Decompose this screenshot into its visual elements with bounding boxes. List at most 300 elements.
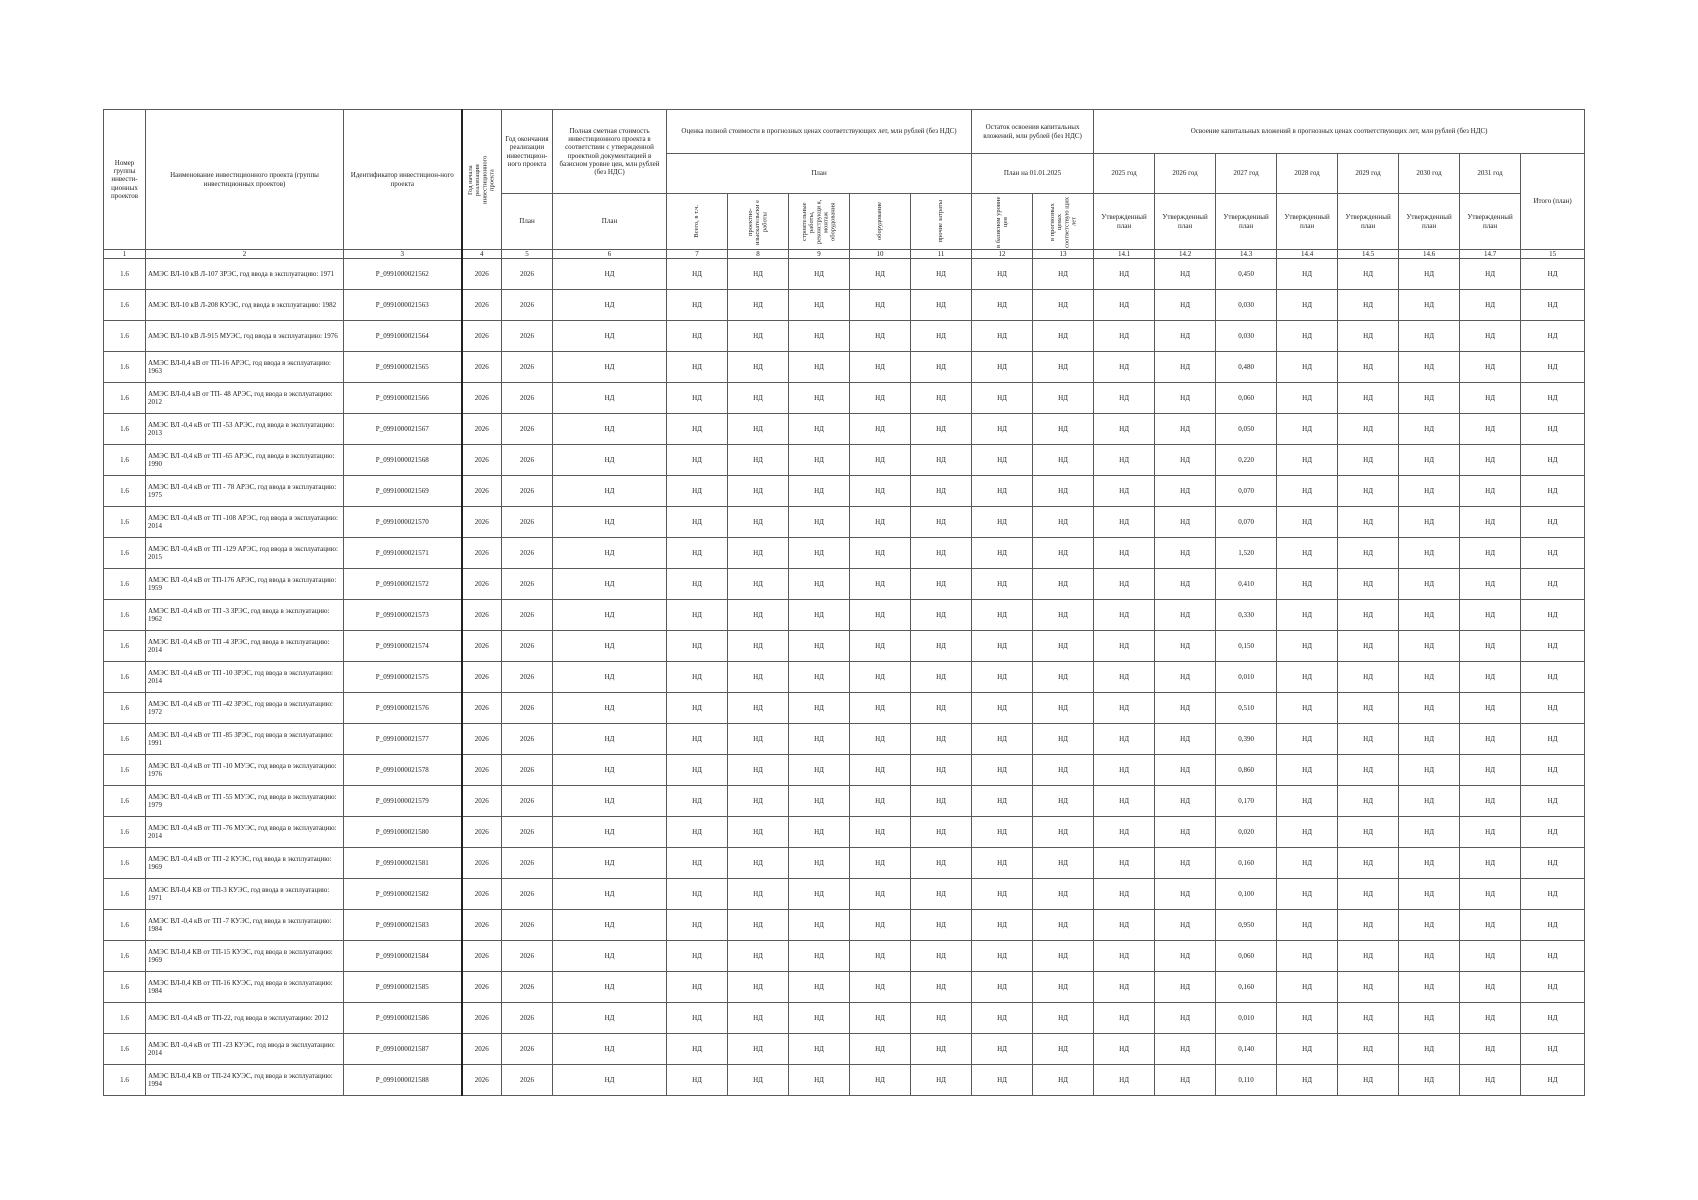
value-cell: НД	[972, 910, 1033, 941]
value-cell: НД	[789, 755, 850, 786]
value-cell: НД	[789, 910, 850, 941]
value-cell: НД	[850, 1034, 911, 1065]
value-cell: НД	[850, 848, 911, 879]
project-id-cell: P_0991000021579	[344, 786, 462, 817]
value-cell: НД	[1033, 538, 1094, 569]
end-year-cell: 2026	[502, 507, 553, 538]
value-cell: НД	[1094, 817, 1155, 848]
header-year-2027: 2027 год	[1216, 154, 1277, 194]
value-cell: НД	[789, 352, 850, 383]
start-year-cell: 2026	[462, 1003, 502, 1034]
project-id-cell: P_0991000021576	[344, 693, 462, 724]
year-2025-cell: НД	[1155, 972, 1216, 1003]
year-2026-cell: 0,110	[1216, 1065, 1277, 1096]
start-year-cell: 2026	[462, 755, 502, 786]
year-cell: НД	[1277, 631, 1338, 662]
value-cell: НД	[972, 1003, 1033, 1034]
value-cell: НД	[1033, 848, 1094, 879]
value-cell: НД	[911, 662, 972, 693]
end-year-cell: 2026	[502, 848, 553, 879]
year-cell: НД	[1399, 879, 1460, 910]
value-cell: НД	[1033, 445, 1094, 476]
value-cell: НД	[911, 445, 972, 476]
group-cell: 1.6	[104, 476, 146, 507]
value-cell: НД	[553, 600, 667, 631]
value-cell: НД	[667, 755, 728, 786]
value-cell: НД	[789, 569, 850, 600]
value-cell: НД	[972, 972, 1033, 1003]
start-year-cell: 2026	[462, 693, 502, 724]
year-cell: НД	[1460, 879, 1521, 910]
value-cell: НД	[667, 445, 728, 476]
value-cell: НД	[553, 1003, 667, 1034]
project-id-cell: P_0991000021587	[344, 1034, 462, 1065]
header-construction-works: строительные работы, реконструкци я, монтаж оборудования	[789, 194, 850, 250]
value-cell: НД	[553, 786, 667, 817]
year-cell: НД	[1338, 848, 1399, 879]
project-id-cell: P_0991000021578	[344, 755, 462, 786]
project-name-cell: АМЭС ВЛ -0,4 кВ от ТП-176 АРЭС, год ввода в эксплуатацию: 1959	[146, 569, 344, 600]
project-name-cell: АМЭС ВЛ -0,4 кВ от ТП -10 МУЭС, год ввода в эксплуатацию: 1976	[146, 755, 344, 786]
column-number: 14.2	[1155, 250, 1216, 259]
value-cell: НД	[850, 631, 911, 662]
year-cell: НД	[1277, 817, 1338, 848]
year-2026-cell: 0,950	[1216, 910, 1277, 941]
year-2025-cell: НД	[1155, 321, 1216, 352]
year-cell: НД	[1277, 507, 1338, 538]
year-cell: НД	[1338, 476, 1399, 507]
value-cell: НД	[667, 879, 728, 910]
column-number: 15	[1521, 250, 1585, 259]
column-number: 6	[553, 250, 667, 259]
start-year-cell: 2026	[462, 476, 502, 507]
year-cell: НД	[1460, 352, 1521, 383]
year-2025-cell: НД	[1155, 445, 1216, 476]
column-number: 1	[104, 250, 146, 259]
value-cell: НД	[1033, 662, 1094, 693]
year-cell: НД	[1460, 817, 1521, 848]
project-name-cell: АМЭС ВЛ -0,4 кВ от ТП -10 ЗРЭС, год ввода в эксплуатацию: 2014	[146, 662, 344, 693]
value-cell: НД	[972, 538, 1033, 569]
year-cell: НД	[1399, 693, 1460, 724]
year-cell: НД	[1277, 1003, 1338, 1034]
header-year-2029: 2029 год	[1338, 154, 1399, 194]
year-cell: НД	[1399, 1034, 1460, 1065]
value-cell: НД	[1094, 507, 1155, 538]
end-year-cell: 2026	[502, 631, 553, 662]
value-cell: НД	[1094, 1003, 1155, 1034]
table-row	[104, 724, 1585, 755]
group-cell: 1.6	[104, 414, 146, 445]
value-cell: НД	[789, 693, 850, 724]
year-cell: НД	[1521, 259, 1585, 290]
year-cell: НД	[1277, 290, 1338, 321]
value-cell: НД	[1094, 352, 1155, 383]
value-cell: НД	[728, 1065, 789, 1096]
table-row	[104, 476, 1585, 507]
value-cell: НД	[1094, 848, 1155, 879]
year-cell: НД	[1338, 1034, 1399, 1065]
project-name-cell: АМЭС ВЛ -0,4 кВ от ТП -65 АРЭС, год ввода в эксплуатацию: 1990	[146, 445, 344, 476]
value-cell: НД	[667, 848, 728, 879]
value-cell: НД	[553, 693, 667, 724]
value-cell: НД	[911, 383, 972, 414]
value-cell: НД	[972, 321, 1033, 352]
project-name-cell: АМЭС ВЛ -0,4 кВ от ТП-22, год ввода в эксплуатацию: 2012	[146, 1003, 344, 1034]
end-year-cell: 2026	[502, 1003, 553, 1034]
start-year-cell: 2026	[462, 290, 502, 321]
year-cell: НД	[1399, 817, 1460, 848]
year-cell: НД	[1338, 755, 1399, 786]
year-cell: НД	[1399, 941, 1460, 972]
end-year-cell: 2026	[502, 321, 553, 352]
column-numbers-row	[104, 250, 1585, 259]
value-cell: НД	[1033, 1065, 1094, 1096]
table-row	[104, 569, 1585, 600]
header-year-2026: 2026 год	[1155, 154, 1216, 194]
project-name-cell: АМЭС ВЛ-0,4 КВ от ТП-15 КУЭС, год ввода в эксплуатацию: 1969	[146, 941, 344, 972]
value-cell: НД	[850, 538, 911, 569]
value-cell: НД	[789, 445, 850, 476]
header-year-2025: 2025 год	[1094, 154, 1155, 194]
value-cell: НД	[911, 693, 972, 724]
year-cell: НД	[1460, 941, 1521, 972]
header-project-id: Идентификатор инвестицион-ного проекта	[344, 110, 462, 250]
year-2025-cell: НД	[1155, 1065, 1216, 1096]
year-2025-cell: НД	[1155, 569, 1216, 600]
year-cell: НД	[1521, 879, 1585, 910]
value-cell: НД	[789, 321, 850, 352]
value-cell: НД	[972, 631, 1033, 662]
header-base-prices: в базисном уровне цен	[972, 194, 1033, 250]
value-cell: НД	[911, 724, 972, 755]
group-cell: 1.6	[104, 1003, 146, 1034]
header-group-no: Номер группы инвести-ционных проектов	[104, 110, 146, 250]
header-approved-plan-2028: Утвержденный план	[1277, 194, 1338, 250]
header-year-2028: 2028 год	[1277, 154, 1338, 194]
project-name-cell: АМЭС ВЛ -0,4 кВ от ТП -76 МУЭС, год ввода в эксплуатацию: 2014	[146, 817, 344, 848]
value-cell: НД	[728, 569, 789, 600]
year-cell: НД	[1277, 662, 1338, 693]
value-cell: НД	[667, 383, 728, 414]
group-cell: 1.6	[104, 879, 146, 910]
header-remainder-plan: План на 01.01.2025	[972, 154, 1094, 194]
year-cell: НД	[1338, 259, 1399, 290]
year-cell: НД	[1399, 1003, 1460, 1034]
project-id-cell: P_0991000021563	[344, 290, 462, 321]
column-number: 2	[146, 250, 344, 259]
start-year-cell: 2026	[462, 786, 502, 817]
value-cell: НД	[789, 662, 850, 693]
value-cell: НД	[789, 383, 850, 414]
year-cell: НД	[1277, 600, 1338, 631]
start-year-cell: 2026	[462, 352, 502, 383]
year-2026-cell: 0,030	[1216, 321, 1277, 352]
value-cell: НД	[850, 941, 911, 972]
project-id-cell: P_0991000021585	[344, 972, 462, 1003]
year-cell: НД	[1521, 755, 1585, 786]
value-cell: НД	[728, 259, 789, 290]
value-cell: НД	[1033, 569, 1094, 600]
value-cell: НД	[553, 445, 667, 476]
value-cell: НД	[789, 1065, 850, 1096]
table-row	[104, 941, 1585, 972]
value-cell: НД	[850, 476, 911, 507]
value-cell: НД	[553, 290, 667, 321]
value-cell: НД	[553, 383, 667, 414]
year-cell: НД	[1338, 445, 1399, 476]
year-2026-cell: 0,860	[1216, 755, 1277, 786]
value-cell: НД	[667, 1034, 728, 1065]
year-2025-cell: НД	[1155, 724, 1216, 755]
year-cell: НД	[1521, 414, 1585, 445]
project-id-cell: P_0991000021574	[344, 631, 462, 662]
year-cell: НД	[1521, 507, 1585, 538]
value-cell: НД	[1033, 383, 1094, 414]
value-cell: НД	[728, 693, 789, 724]
group-cell: 1.6	[104, 662, 146, 693]
value-cell: НД	[972, 414, 1033, 445]
year-cell: НД	[1277, 445, 1338, 476]
header-approved-plan-2030: Утвержденный план	[1399, 194, 1460, 250]
start-year-cell: 2026	[462, 445, 502, 476]
year-cell: НД	[1399, 259, 1460, 290]
header-end-year-plan: План	[502, 194, 553, 250]
value-cell: НД	[728, 786, 789, 817]
group-cell: 1.6	[104, 693, 146, 724]
start-year-cell: 2026	[462, 817, 502, 848]
year-cell: НД	[1521, 352, 1585, 383]
table-row	[104, 1003, 1585, 1034]
year-cell: НД	[1521, 662, 1585, 693]
value-cell: НД	[728, 910, 789, 941]
year-cell: НД	[1338, 290, 1399, 321]
year-cell: НД	[1460, 569, 1521, 600]
value-cell: НД	[1094, 383, 1155, 414]
value-cell: НД	[911, 817, 972, 848]
end-year-cell: 2026	[502, 414, 553, 445]
value-cell: НД	[850, 569, 911, 600]
value-cell: НД	[789, 972, 850, 1003]
value-cell: НД	[972, 786, 1033, 817]
value-cell: НД	[667, 352, 728, 383]
value-cell: НД	[789, 538, 850, 569]
year-cell: НД	[1338, 352, 1399, 383]
year-cell: НД	[1399, 972, 1460, 1003]
value-cell: НД	[553, 755, 667, 786]
value-cell: НД	[1033, 941, 1094, 972]
project-id-cell: P_0991000021588	[344, 1065, 462, 1096]
group-cell: 1.6	[104, 290, 146, 321]
year-cell: НД	[1399, 755, 1460, 786]
end-year-cell: 2026	[502, 910, 553, 941]
year-2026-cell: 0,100	[1216, 879, 1277, 910]
year-2025-cell: НД	[1155, 755, 1216, 786]
year-cell: НД	[1399, 910, 1460, 941]
header-approved-plan-2025: Утвержденный план	[1094, 194, 1155, 250]
value-cell: НД	[553, 1034, 667, 1065]
year-cell: НД	[1277, 910, 1338, 941]
investment-program-table	[103, 109, 1585, 1096]
value-cell: НД	[850, 445, 911, 476]
value-cell: НД	[911, 848, 972, 879]
header-approved-plan-2027: Утвержденный план	[1216, 194, 1277, 250]
table-row	[104, 1034, 1585, 1065]
value-cell: НД	[850, 755, 911, 786]
project-name-cell: АМЭС ВЛ-0,4 КВ от ТП-16 КУЭС, год ввода в эксплуатацию: 1984	[146, 972, 344, 1003]
value-cell: НД	[1033, 786, 1094, 817]
end-year-cell: 2026	[502, 290, 553, 321]
project-name-cell: АМЭС ВЛ -0,4 кВ от ТП -129 АРЭС, год ввода в эксплуатацию: 2015	[146, 538, 344, 569]
year-cell: НД	[1521, 1065, 1585, 1096]
value-cell: НД	[667, 290, 728, 321]
table-row	[104, 662, 1585, 693]
start-year-cell: 2026	[462, 879, 502, 910]
year-cell: НД	[1338, 1003, 1399, 1034]
value-cell: НД	[728, 507, 789, 538]
year-2026-cell: 0,150	[1216, 631, 1277, 662]
project-id-cell: P_0991000021566	[344, 383, 462, 414]
end-year-cell: 2026	[502, 383, 553, 414]
year-cell: НД	[1460, 476, 1521, 507]
value-cell: НД	[1094, 321, 1155, 352]
year-2026-cell: 0,140	[1216, 1034, 1277, 1065]
start-year-cell: 2026	[462, 972, 502, 1003]
project-id-cell: P_0991000021586	[344, 1003, 462, 1034]
column-number: 14.3	[1216, 250, 1277, 259]
value-cell: НД	[911, 1003, 972, 1034]
year-cell: НД	[1521, 569, 1585, 600]
project-name-cell: АМЭС ВЛ -0,4 кВ от ТП -3 ЗРЭС, год ввода в эксплуатацию: 1962	[146, 600, 344, 631]
year-2025-cell: НД	[1155, 662, 1216, 693]
year-cell: НД	[1460, 1003, 1521, 1034]
value-cell: НД	[667, 569, 728, 600]
year-cell: НД	[1521, 538, 1585, 569]
value-cell: НД	[553, 538, 667, 569]
value-cell: НД	[972, 569, 1033, 600]
value-cell: НД	[1094, 538, 1155, 569]
year-cell: НД	[1521, 724, 1585, 755]
value-cell: НД	[789, 1003, 850, 1034]
table-row	[104, 1065, 1585, 1096]
value-cell: НД	[1033, 724, 1094, 755]
value-cell: НД	[728, 848, 789, 879]
value-cell: НД	[553, 414, 667, 445]
project-id-cell: P_0991000021572	[344, 569, 462, 600]
year-cell: НД	[1399, 786, 1460, 817]
project-name-cell: АМЭС ВЛ -0,4 кВ от ТП -108 АРЭС, год ввода в эксплуатацию: 2014	[146, 507, 344, 538]
end-year-cell: 2026	[502, 693, 553, 724]
year-2026-cell: 0,070	[1216, 476, 1277, 507]
year-cell: НД	[1521, 383, 1585, 414]
value-cell: НД	[1033, 755, 1094, 786]
year-cell: НД	[1460, 507, 1521, 538]
value-cell: НД	[850, 321, 911, 352]
table-row	[104, 321, 1585, 352]
header-project-name: Наименование инвестиционного проекта (группы инвестиционных проектов)	[146, 110, 344, 250]
year-cell: НД	[1521, 290, 1585, 321]
table-row	[104, 786, 1585, 817]
value-cell: НД	[789, 724, 850, 755]
column-number: 7	[667, 250, 728, 259]
year-cell: НД	[1277, 538, 1338, 569]
year-cell: НД	[1338, 321, 1399, 352]
start-year-cell: 2026	[462, 724, 502, 755]
year-cell: НД	[1277, 352, 1338, 383]
year-cell: НД	[1399, 662, 1460, 693]
value-cell: НД	[972, 817, 1033, 848]
value-cell: НД	[911, 569, 972, 600]
year-2025-cell: НД	[1155, 848, 1216, 879]
year-2026-cell: 0,010	[1216, 1003, 1277, 1034]
value-cell: НД	[789, 507, 850, 538]
value-cell: НД	[911, 352, 972, 383]
header-approved-plan-2031: Утвержденный план	[1460, 194, 1521, 250]
end-year-cell: 2026	[502, 1065, 553, 1096]
group-cell: 1.6	[104, 972, 146, 1003]
column-number: 12	[972, 250, 1033, 259]
year-cell: НД	[1399, 1065, 1460, 1096]
value-cell: НД	[789, 848, 850, 879]
year-cell: НД	[1521, 941, 1585, 972]
value-cell: НД	[850, 817, 911, 848]
year-cell: НД	[1277, 879, 1338, 910]
project-name-cell: АМЭС ВЛ-10 кВ Л-107 ЗРЭС, год ввода в эксплуатацию: 1971	[146, 259, 344, 290]
year-cell: НД	[1399, 445, 1460, 476]
value-cell: НД	[911, 290, 972, 321]
value-cell: НД	[789, 259, 850, 290]
project-name-cell: АМЭС ВЛ -0,4 кВ от ТП -55 МУЭС, год ввода в эксплуатацию: 1979	[146, 786, 344, 817]
year-cell: НД	[1277, 755, 1338, 786]
table-row	[104, 693, 1585, 724]
value-cell: НД	[1033, 1034, 1094, 1065]
year-cell: НД	[1277, 848, 1338, 879]
year-2025-cell: НД	[1155, 879, 1216, 910]
year-cell: НД	[1338, 693, 1399, 724]
value-cell: НД	[667, 631, 728, 662]
year-cell: НД	[1338, 600, 1399, 631]
start-year-cell: 2026	[462, 414, 502, 445]
year-cell: НД	[1399, 569, 1460, 600]
start-year-cell: 2026	[462, 507, 502, 538]
value-cell: НД	[728, 290, 789, 321]
year-2025-cell: НД	[1155, 352, 1216, 383]
year-cell: НД	[1521, 693, 1585, 724]
value-cell: НД	[850, 910, 911, 941]
value-cell: НД	[1094, 290, 1155, 321]
value-cell: НД	[850, 507, 911, 538]
value-cell: НД	[667, 817, 728, 848]
value-cell: НД	[1033, 259, 1094, 290]
project-id-cell: P_0991000021582	[344, 879, 462, 910]
column-number: 11	[911, 250, 972, 259]
value-cell: НД	[1033, 631, 1094, 662]
value-cell: НД	[789, 414, 850, 445]
value-cell: НД	[1033, 693, 1094, 724]
column-number: 14.7	[1460, 250, 1521, 259]
year-cell: НД	[1460, 693, 1521, 724]
value-cell: НД	[850, 352, 911, 383]
year-2026-cell: 0,450	[1216, 259, 1277, 290]
column-number: 14.6	[1399, 250, 1460, 259]
value-cell: НД	[972, 352, 1033, 383]
year-cell: НД	[1521, 972, 1585, 1003]
year-cell: НД	[1338, 662, 1399, 693]
column-number: 14.1	[1094, 250, 1155, 259]
value-cell: НД	[1094, 879, 1155, 910]
start-year-cell: 2026	[462, 631, 502, 662]
end-year-cell: 2026	[502, 1034, 553, 1065]
